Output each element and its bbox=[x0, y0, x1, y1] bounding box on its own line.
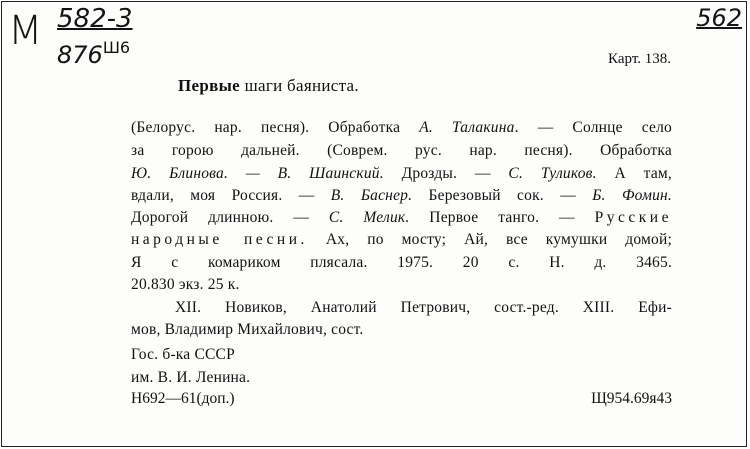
text: Березовый сок. — bbox=[412, 187, 593, 204]
handwritten-bottom-superscript: Ш6 bbox=[102, 38, 131, 57]
record-title bbox=[178, 76, 359, 96]
text: Гос. б-ка СССР bbox=[131, 346, 235, 363]
library-stamp-line bbox=[131, 346, 672, 364]
annotation-line bbox=[131, 142, 672, 160]
annotation-line bbox=[131, 254, 672, 272]
text: вдали, моя Россия. — bbox=[131, 187, 331, 204]
handwritten-corner-number: 562 bbox=[696, 4, 742, 32]
annotation-line bbox=[131, 209, 672, 227]
annotation-line bbox=[131, 231, 672, 249]
page-count: 20 с. bbox=[462, 254, 520, 271]
text: Ах, по мосту; Ай, все кумушки домой; bbox=[307, 231, 673, 248]
text: (Белорус. нар. песня). Обработка bbox=[131, 119, 420, 136]
text: им. В. И. Ленина. bbox=[131, 369, 251, 386]
title-rest: шаги баяниста. bbox=[240, 76, 359, 95]
handwritten-shelfmark-top: 582-3 bbox=[57, 4, 133, 34]
year: 1975. bbox=[397, 254, 434, 271]
text: Дорогой длинною. — bbox=[131, 209, 329, 226]
plate-number: Н. д. 3465. bbox=[549, 254, 673, 271]
composer-name: Б. Фомин. bbox=[592, 187, 672, 204]
text: Дрозды. — bbox=[383, 165, 509, 182]
text: Я с комариком плясала. bbox=[131, 254, 368, 271]
arranger-name: А. Талакина bbox=[419, 119, 515, 136]
print-run: 20.830 экз. 25 к. bbox=[131, 276, 240, 293]
text: XII. Новиков, Анатолий Петрович, сост.-ред. XIII. Ефи- bbox=[175, 299, 672, 316]
annotation-line bbox=[131, 187, 672, 205]
annotation-line bbox=[131, 119, 672, 137]
library-stamp-line bbox=[131, 369, 672, 387]
classification-code: Щ954.69я43 bbox=[591, 390, 672, 407]
text: А там, bbox=[596, 165, 672, 182]
card-code: Н692—61(доп.) bbox=[131, 390, 235, 407]
annotation-line bbox=[131, 165, 672, 183]
spaced-heading: народные песни. bbox=[131, 231, 308, 248]
card-number: Карт. 138. bbox=[608, 51, 671, 67]
composer-name: В. Баснер. bbox=[330, 187, 413, 204]
text: Первое танго. — bbox=[409, 209, 595, 226]
text: мов, Владимир Михайлович, сост. bbox=[131, 321, 364, 338]
text: за горою дальней. (Соврем. рус. нар. песня). Обработка bbox=[131, 142, 672, 159]
handwritten-shelfmark-bottom bbox=[57, 38, 130, 69]
handwritten-letter: М bbox=[8, 8, 44, 54]
persons-line bbox=[175, 299, 672, 317]
composer-names: Ю. Блинова. — В. Шаинский. bbox=[131, 165, 384, 182]
composer-name: С. Туликов. bbox=[508, 165, 597, 182]
composer-name: С. Мелик. bbox=[328, 209, 410, 226]
spaced-heading: Русские bbox=[594, 209, 672, 226]
annotation-line bbox=[131, 276, 672, 294]
persons-line bbox=[131, 321, 672, 339]
title-bold-part: Первые bbox=[178, 76, 241, 95]
handwritten-bottom-number: 876 bbox=[57, 41, 103, 69]
text: . — Солнце село bbox=[514, 119, 672, 136]
